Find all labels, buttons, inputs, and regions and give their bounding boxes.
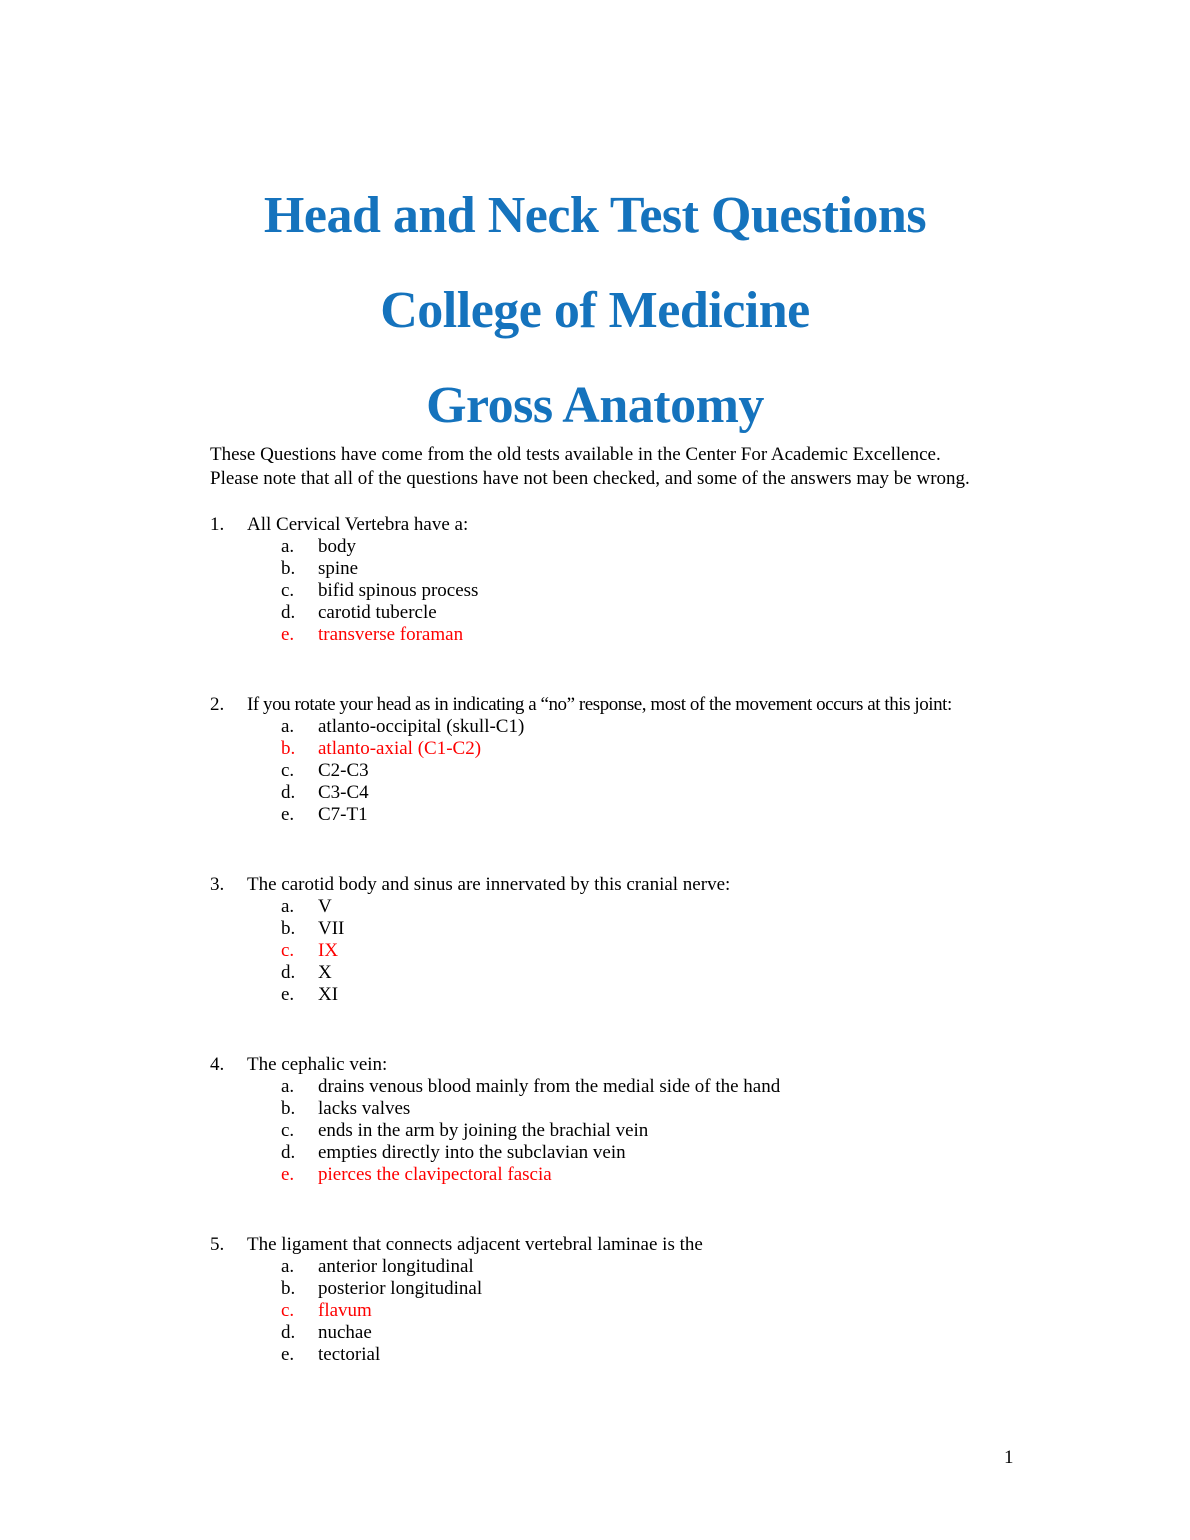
answer-option: [210, 962, 1190, 984]
question-text: The ligament that connects adjacent vertebral laminae is the: [247, 1234, 703, 1255]
option-letter: c.: [281, 1120, 295, 1141]
option-text: IX: [318, 940, 339, 961]
option-letter: d.: [281, 1322, 296, 1343]
option-text: C2-C3: [318, 760, 369, 781]
title-line-3: Gross Anatomy: [426, 377, 764, 434]
questions-list: [210, 514, 1190, 1366]
option-letter: e.: [281, 984, 295, 1005]
option-text: XI: [318, 984, 339, 1005]
option-letter: b.: [281, 558, 296, 579]
question-item: [210, 874, 1190, 1006]
option-letter: b.: [281, 1098, 296, 1119]
answer-option: [210, 1322, 1190, 1344]
question-line: [210, 694, 1190, 716]
question-number: 3.: [210, 874, 225, 895]
option-letter: e.: [281, 1344, 295, 1365]
answer-option: [210, 536, 1190, 558]
answer-option: [210, 984, 1190, 1006]
question-line: [210, 874, 1190, 896]
option-letter: c.: [281, 580, 295, 601]
answer-option: [210, 1164, 1190, 1186]
option-letter: a.: [281, 536, 295, 557]
answer-option: [210, 602, 1190, 624]
option-text: V: [318, 896, 332, 917]
question-number: 4.: [210, 1054, 225, 1075]
title-line-1: Head and Neck Test Questions: [263, 187, 927, 244]
option-letter: b.: [281, 738, 296, 759]
question-item: [210, 514, 1190, 646]
option-text: C7-T1: [318, 804, 368, 825]
answer-option: [210, 782, 1190, 804]
answer-option: [210, 804, 1190, 826]
option-text: VII: [318, 918, 345, 939]
answer-option: [210, 1278, 1190, 1300]
option-text: empties directly into the subclavian vein: [318, 1142, 626, 1163]
option-letter: a.: [281, 1076, 295, 1097]
answer-option: [210, 580, 1190, 602]
question-text: All Cervical Vertebra have a:: [247, 514, 469, 535]
option-letter: a.: [281, 1256, 295, 1277]
option-text: ends in the arm by joining the brachial vein: [318, 1120, 649, 1141]
option-letter: c.: [281, 760, 295, 781]
question-item: [210, 1054, 1190, 1186]
question-line: [210, 514, 1190, 536]
question-number: 1.: [210, 514, 225, 535]
option-text: anterior longitudinal: [318, 1256, 474, 1277]
option-letter: d.: [281, 602, 296, 623]
option-letter: e.: [281, 624, 295, 645]
answer-option: [210, 1256, 1190, 1278]
question-line: [210, 1234, 1190, 1256]
answer-option: [210, 1142, 1190, 1164]
option-text: tectorial: [318, 1344, 381, 1365]
intro-line-2: Please note that all of the questions have not been checked, and some of the answers may be wrong.: [210, 467, 970, 489]
answer-option: [210, 624, 1190, 646]
option-text: flavum: [318, 1300, 372, 1321]
option-text: transverse foraman: [318, 624, 464, 645]
answer-option: [210, 918, 1190, 940]
option-letter: b.: [281, 918, 296, 939]
answer-option: [210, 738, 1190, 760]
option-letter: e.: [281, 1164, 295, 1185]
question-text: The cephalic vein:: [247, 1054, 388, 1075]
question-line: [210, 1054, 1190, 1076]
answer-option: [210, 716, 1190, 738]
question-item: [210, 694, 1190, 826]
title-line-2: College of Medicine: [380, 282, 810, 339]
option-letter: d.: [281, 962, 296, 983]
option-text: body: [318, 536, 356, 557]
answer-option: [210, 896, 1190, 918]
option-letter: a.: [281, 716, 295, 737]
option-text: pierces the clavipectoral fascia: [318, 1164, 552, 1185]
document-header: [0, 0, 1190, 432]
option-letter: b.: [281, 1278, 296, 1299]
question-item: [210, 1234, 1190, 1366]
question-text: The carotid body and sinus are innervated by this cranial nerve:: [247, 874, 731, 895]
option-letter: d.: [281, 782, 296, 803]
option-text: C3-C4: [318, 782, 369, 803]
option-text: spine: [318, 558, 359, 579]
option-letter: d.: [281, 1142, 296, 1163]
intro-line-1: These Questions have come from the old tests available in the Center For Academic Excellence.: [210, 444, 941, 465]
option-text: nuchae: [318, 1322, 372, 1343]
question-number: 5.: [210, 1234, 225, 1255]
option-text: atlanto-axial (C1-C2): [318, 738, 482, 759]
document-body: [210, 443, 1190, 1366]
option-letter: a.: [281, 896, 295, 917]
answer-option: [210, 558, 1190, 580]
answer-option: [210, 1344, 1190, 1366]
answer-option: [210, 1300, 1190, 1322]
option-text: carotid tubercle: [318, 602, 437, 623]
option-text: lacks valves: [318, 1098, 411, 1119]
answer-option: [210, 1098, 1190, 1120]
option-text: atlanto-occipital (skull-C1): [318, 716, 525, 737]
answer-option: [210, 1076, 1190, 1098]
answer-option: [210, 940, 1190, 962]
option-text: posterior longitudinal: [318, 1278, 483, 1299]
option-letter: c.: [281, 940, 295, 961]
page-number: 1: [1004, 1447, 1014, 1468]
option-text: drains venous blood mainly from the medial side of the hand: [318, 1076, 781, 1097]
option-text: X: [318, 962, 332, 983]
option-letter: e.: [281, 804, 295, 825]
intro-paragraph: [210, 443, 1190, 490]
option-letter: c.: [281, 1300, 295, 1321]
question-text: If you rotate your head as in indicating a “no” response, most of the movement occurs at this joint:: [247, 694, 952, 715]
question-number: 2.: [210, 694, 225, 715]
option-text: bifid spinous process: [318, 580, 479, 601]
answer-option: [210, 1120, 1190, 1142]
answer-option: [210, 760, 1190, 782]
